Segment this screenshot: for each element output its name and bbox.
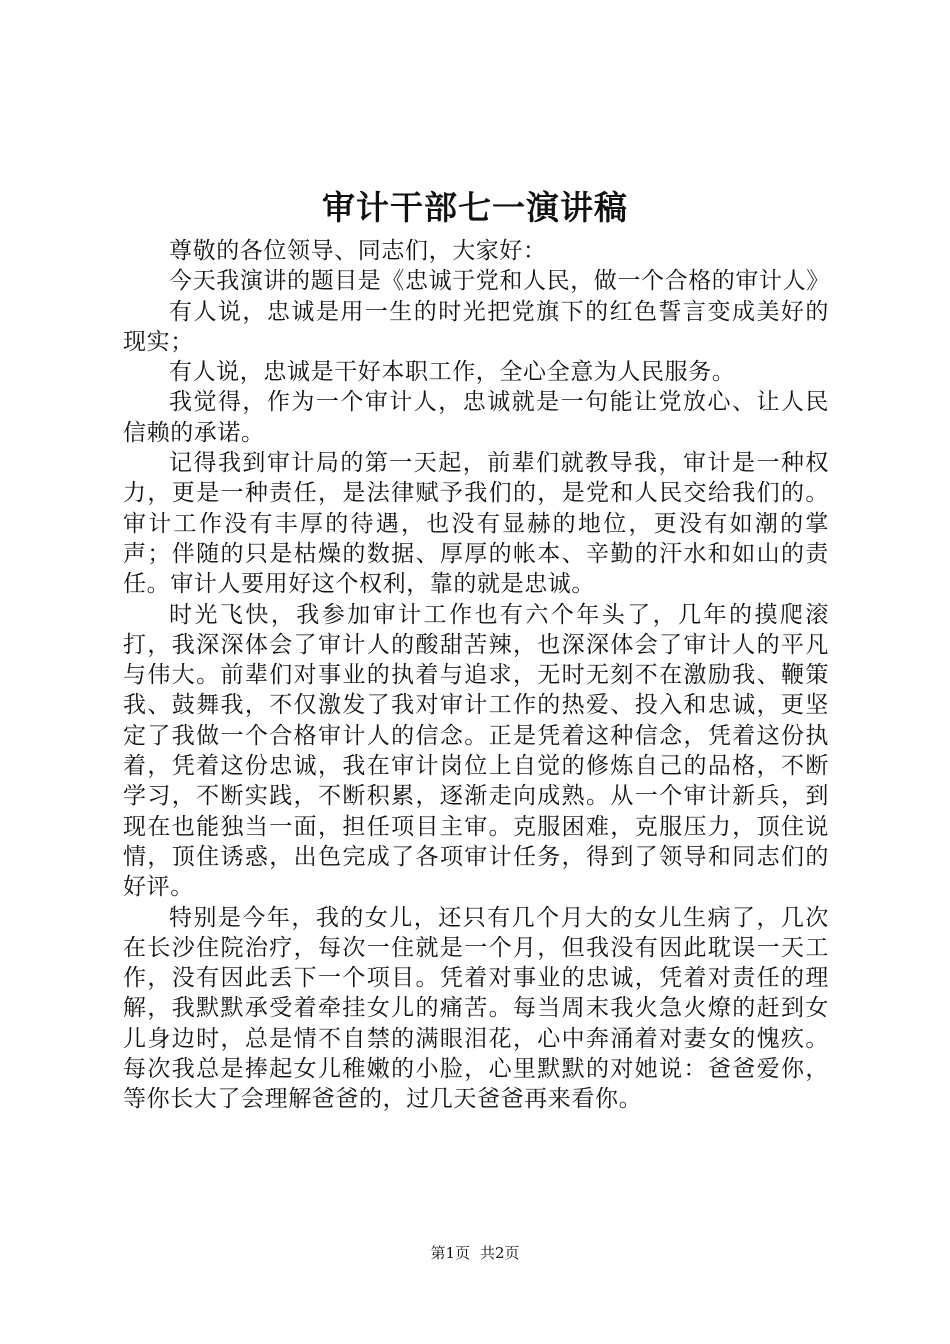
paragraph-topic: 今天我演讲的题目是《忠诚于党和人民，做一个合格的审计人》: [169, 268, 830, 295]
paragraph-six-years: 时光飞快，我参加审计工作也有六个年头了，几年的摸爬滚打，我深深体会了审计人的酸甜苦辣，也深深体会了审计人的平凡与伟大。前辈们对事业的执着与追求，无时无刻不在激励我、鞭策我、鼓舞我，不仅激发了我对审计工作的热爱、投入和忠诚，更坚定了我做一个合格审计人的信念。正是凭着这种信念，凭着这份执着，凭着这份忠诚，我在审计岗位上自觉的修炼自己的品格，不断学习，不断实践，不断积累，逐渐走向成熟。从一个审计新兵，到现在也能独当一面，担任项目主审。克服困难，克服压力，顶住说情，顶住诱惑，出色完成了各项审计任务，得到了领导和同志们的好评。: [123, 601, 829, 901]
page-footer: [0, 1242, 950, 1264]
paragraph-my-view: 我觉得，作为一个审计人，忠诚就是一句能让党放心、让人民信赖的承诺。: [123, 389, 829, 446]
paragraph-greeting: 尊敬的各位领导、同志们，大家好：: [169, 238, 547, 264]
page-number-total: 共2页: [480, 1244, 520, 1262]
document-body: [123, 236, 829, 1115]
paragraph-loyalty-1: 有人说，忠诚是用一生的时光把党旗下的红色誓言变成美好的现实；: [123, 298, 829, 355]
document-title: 审计干部七一演讲稿: [322, 188, 628, 227]
paragraph-first-day: 记得我到审计局的第一天起，前辈们就教导我，审计是一种权力，更是一种责任，是法律赋予我们的，是党和人民交给我们的。审计工作没有丰厚的待遇，也没有显赫的地位，更没有如潮的掌声；伴随的只是枯燥的数据、厚厚的帐本、辛勤的汗水和如山的责任。审计人要用好这个权利，靠的就是忠诚。: [123, 450, 829, 598]
paragraph-loyalty-2: 有人说，忠诚是干好本职工作，全心全意为人民服务。: [169, 359, 736, 386]
page-number-current: 第1页: [430, 1244, 470, 1262]
paragraph-daughter: 特别是今年，我的女儿，还只有几个月大的女儿生病了，几次在长沙住院治疗，每次一住就是一个月，但我没有因此耽误一天工作，没有因此丢下一个项目。凭着对事业的忠诚，凭着对责任的理解，我默默承受着牵挂女儿的痛苦。每当周末我火急火燎的赶到女儿身边时，总是情不自禁的满眼泪花，心中奔涌着对妻女的愧疚。每次我总是捧起女儿稚嫩的小脸，心里默默的对她说：爸爸爱你，等你长大了会理解爸爸的，过几天爸爸再来看你。: [123, 904, 829, 1113]
